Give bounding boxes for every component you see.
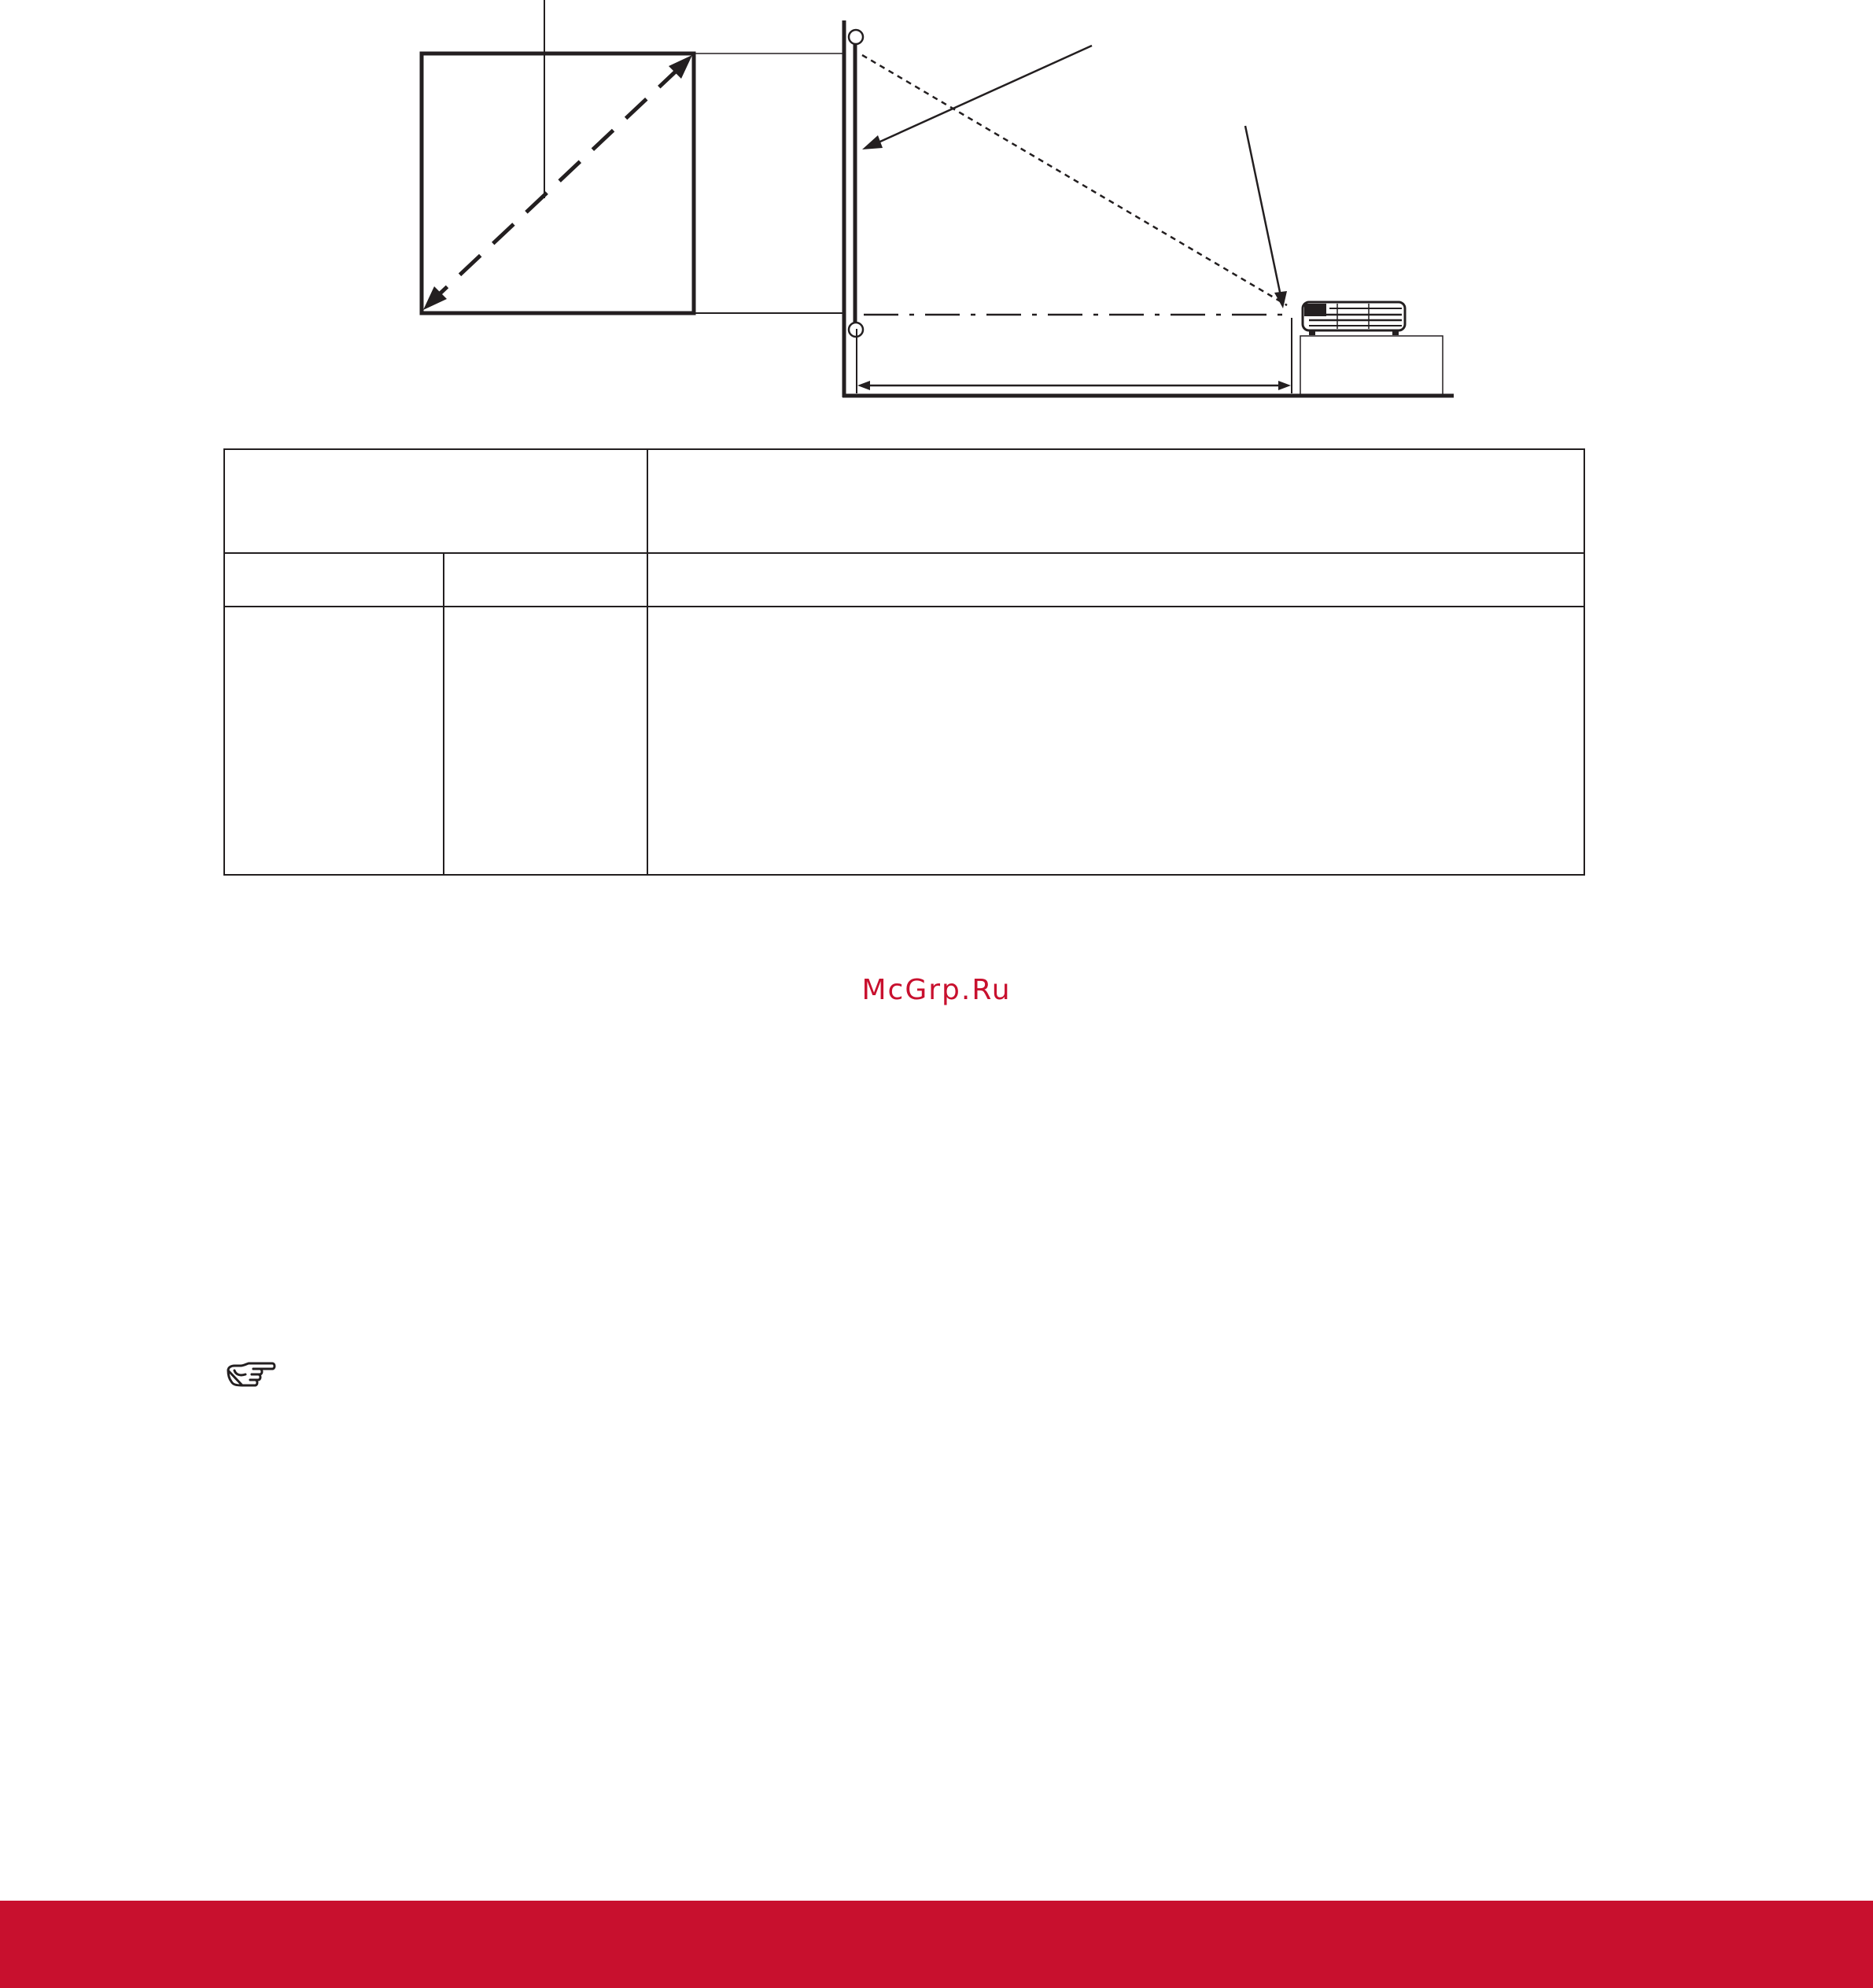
screen-callout-arrowhead [862,135,883,149]
table-header-right [647,449,1584,553]
table-header-left [224,449,647,553]
table-body-col2 [444,607,647,875]
table-subheader-col1 [224,553,444,607]
distance-arrowhead-right [1278,381,1291,390]
distance-arrowhead-left [857,381,870,390]
screen-callout-line [873,46,1092,145]
pointing-hand-icon [225,1361,277,1392]
table-body-col3 [647,607,1584,875]
projection-spec-table [223,448,1585,876]
projector-icon [1303,302,1405,335]
projector-placement-diagram [0,0,1873,441]
projector-table [1300,336,1443,396]
projection-beam [862,55,1287,305]
table-subheader-col3 [647,553,1584,607]
watermark-text: McGrp.Ru [861,974,1012,1006]
screen-top-marker [849,30,863,44]
footer-bar [0,1901,1873,1988]
table-subheader-col2 [444,553,647,607]
projector-callout-line [1245,126,1281,296]
table-body-col1 [224,607,444,875]
screen-diagonal-arrow [434,68,680,299]
